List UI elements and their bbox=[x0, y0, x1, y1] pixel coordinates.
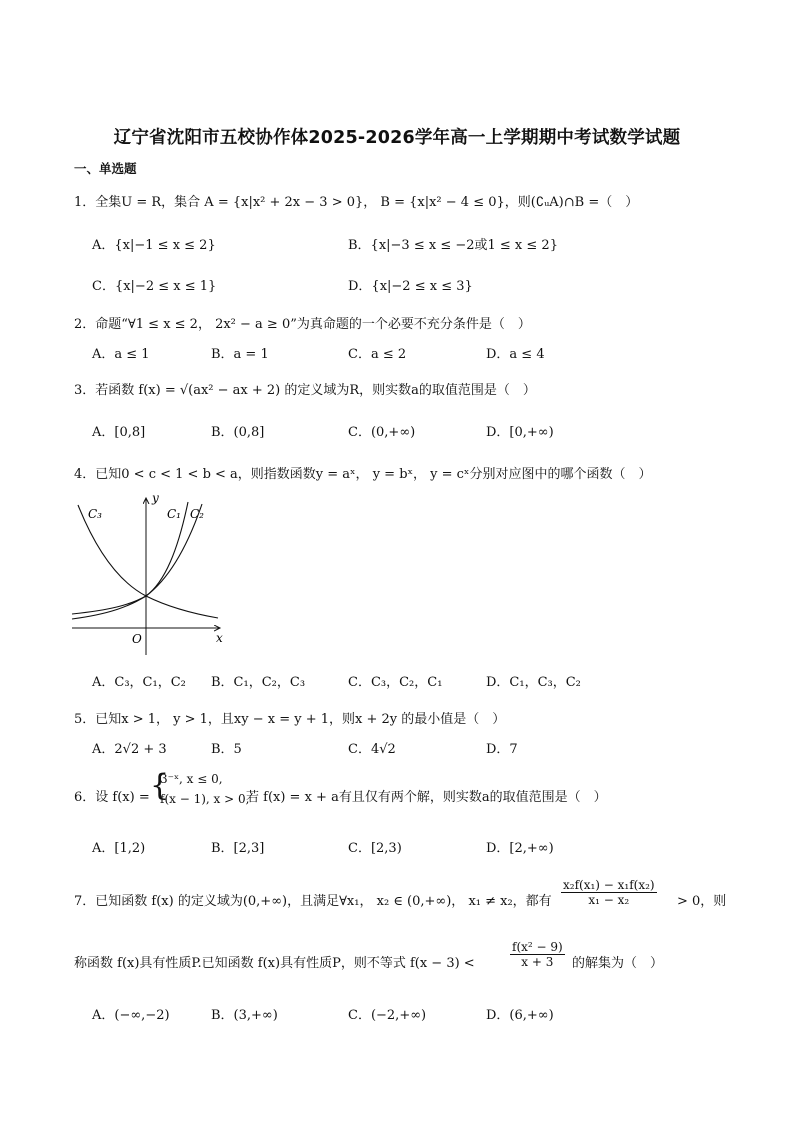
q6-piece-1: 3⁻ˣ, x ≤ 0, bbox=[160, 772, 223, 786]
q5-option-b: B．5 bbox=[211, 742, 242, 757]
section-heading: 一、单选题 bbox=[74, 161, 137, 176]
q2-option-d: D．a ≤ 4 bbox=[486, 347, 545, 362]
question-7-cont-pre: 称函数 f(x)具有性质P.已知函数 f(x)具有性质P，则不等式 f(x − 3) < bbox=[74, 956, 475, 971]
q2-option-c: C．a ≤ 2 bbox=[348, 347, 407, 362]
q7-option-b: B．(3,+∞) bbox=[211, 1008, 278, 1023]
q7-fraction-1 bbox=[561, 878, 657, 907]
q2-option-a: A．a ≤ 1 bbox=[92, 347, 150, 362]
q7-fraction-2-num: f(x² − 9) bbox=[512, 940, 563, 954]
q1-option-d: D．{x|−2 ≤ x ≤ 3} bbox=[348, 279, 473, 294]
q3-option-d: D．[0,+∞) bbox=[486, 425, 554, 440]
question-1-stem: 1．全集U = R，集合 A = {x|x² + 2x − 3 > 0}， B = {x|x² − 4 ≤ 0}，则(∁ᵤA)∩B =（ ） bbox=[74, 195, 639, 210]
q6-option-b: B．[2,3] bbox=[211, 841, 265, 856]
q4-option-b: B．C₁，C₂，C₃ bbox=[211, 675, 306, 690]
q5-option-a: A．2√2 + 3 bbox=[92, 742, 167, 757]
q7-option-c: C．(−2,+∞) bbox=[348, 1008, 427, 1023]
question-4-stem: 4．已知0 < c < 1 < b < a，则指数函数y = aˣ， y = bˣ， y = cˣ分别对应图中的哪个函数（ ） bbox=[74, 467, 652, 482]
question-6-stem-pre: 6．设 f(x) = bbox=[74, 790, 150, 805]
q1-option-a: A．{x|−1 ≤ x ≤ 2} bbox=[92, 238, 216, 253]
curve-label-c2: C₂ bbox=[190, 507, 204, 521]
curve-c2 bbox=[72, 504, 202, 619]
curve-label-c3: C₃ bbox=[88, 507, 102, 521]
question-5-stem: 5．已知x > 1， y > 1，且xy − x = y + 1，则x + 2y 的最小值是（ ） bbox=[74, 712, 506, 727]
q7-fraction-1-den: x₁ − x₂ bbox=[588, 893, 630, 907]
question-3-stem: 3．若函数 f(x) = √(ax² − ax + 2) 的定义域为R，则实数a的取值范围是（ ） bbox=[74, 383, 536, 398]
q4-option-c: C．C₃，C₂，C₁ bbox=[348, 675, 443, 690]
curve-c3 bbox=[78, 505, 218, 618]
q5-option-c: C．4√2 bbox=[348, 742, 396, 757]
q6-option-a: A．[1,2) bbox=[92, 841, 146, 856]
q3-option-c: C．(0,+∞) bbox=[348, 425, 416, 440]
q7-fraction-1-num: x₂f(x₁) − x₁f(x₂) bbox=[563, 878, 655, 892]
question-2-stem: 2．命题“∀1 ≤ x ≤ 2， 2x² − a ≥ 0”为真命题的一个必要不充分条件是（ ） bbox=[74, 317, 531, 332]
x-axis-label: x bbox=[216, 631, 223, 645]
origin-label: O bbox=[132, 632, 142, 646]
q6-option-c: C．[2,3) bbox=[348, 841, 402, 856]
q2-option-b: B．a = 1 bbox=[211, 347, 269, 362]
question-7-cont-post: 的解集为（ ） bbox=[572, 956, 664, 971]
exponential-graph bbox=[70, 490, 230, 660]
q7-option-d: D．(6,+∞) bbox=[486, 1008, 554, 1023]
q3-option-a: A．[0,8] bbox=[92, 425, 146, 440]
curve-label-c1: C₁ bbox=[167, 507, 181, 521]
question-7-stem-post: > 0，则 bbox=[677, 894, 727, 909]
q1-option-b: B．{x|−3 ≤ x ≤ −2或1 ≤ x ≤ 2} bbox=[348, 238, 558, 253]
q6-piece-2: f(x − 1), x > 0, bbox=[160, 792, 250, 806]
q5-option-d: D．7 bbox=[486, 742, 518, 757]
y-axis-label: y bbox=[152, 491, 159, 505]
q7-fraction-2 bbox=[510, 940, 565, 969]
piecewise-brace: { bbox=[150, 768, 170, 803]
exam-title: 辽宁省沈阳市五校协作体2025-2026学年高一上学期期中考试数学试题 bbox=[113, 128, 681, 148]
q7-option-a: A．(−∞,−2) bbox=[92, 1008, 170, 1023]
q1-option-c: C．{x|−2 ≤ x ≤ 1} bbox=[92, 279, 217, 294]
q4-option-d: D．C₁，C₃，C₂ bbox=[486, 675, 581, 690]
question-6-stem-post: 若 f(x) = x + a有且仅有两个解，则实数a的取值范围是（ ） bbox=[246, 790, 607, 805]
q7-fraction-2-den: x + 3 bbox=[521, 955, 554, 969]
question-7-stem-pre: 7．已知函数 f(x) 的定义域为(0,+∞)，且满足∀x₁， x₂ ∈ (0,+∞)， x₁ ≠ x₂，都有 bbox=[74, 894, 552, 909]
q6-option-d: D．[2,+∞) bbox=[486, 841, 554, 856]
q3-option-b: B．(0,8] bbox=[211, 425, 265, 440]
q4-option-a: A．C₃，C₁，C₂ bbox=[92, 675, 186, 690]
